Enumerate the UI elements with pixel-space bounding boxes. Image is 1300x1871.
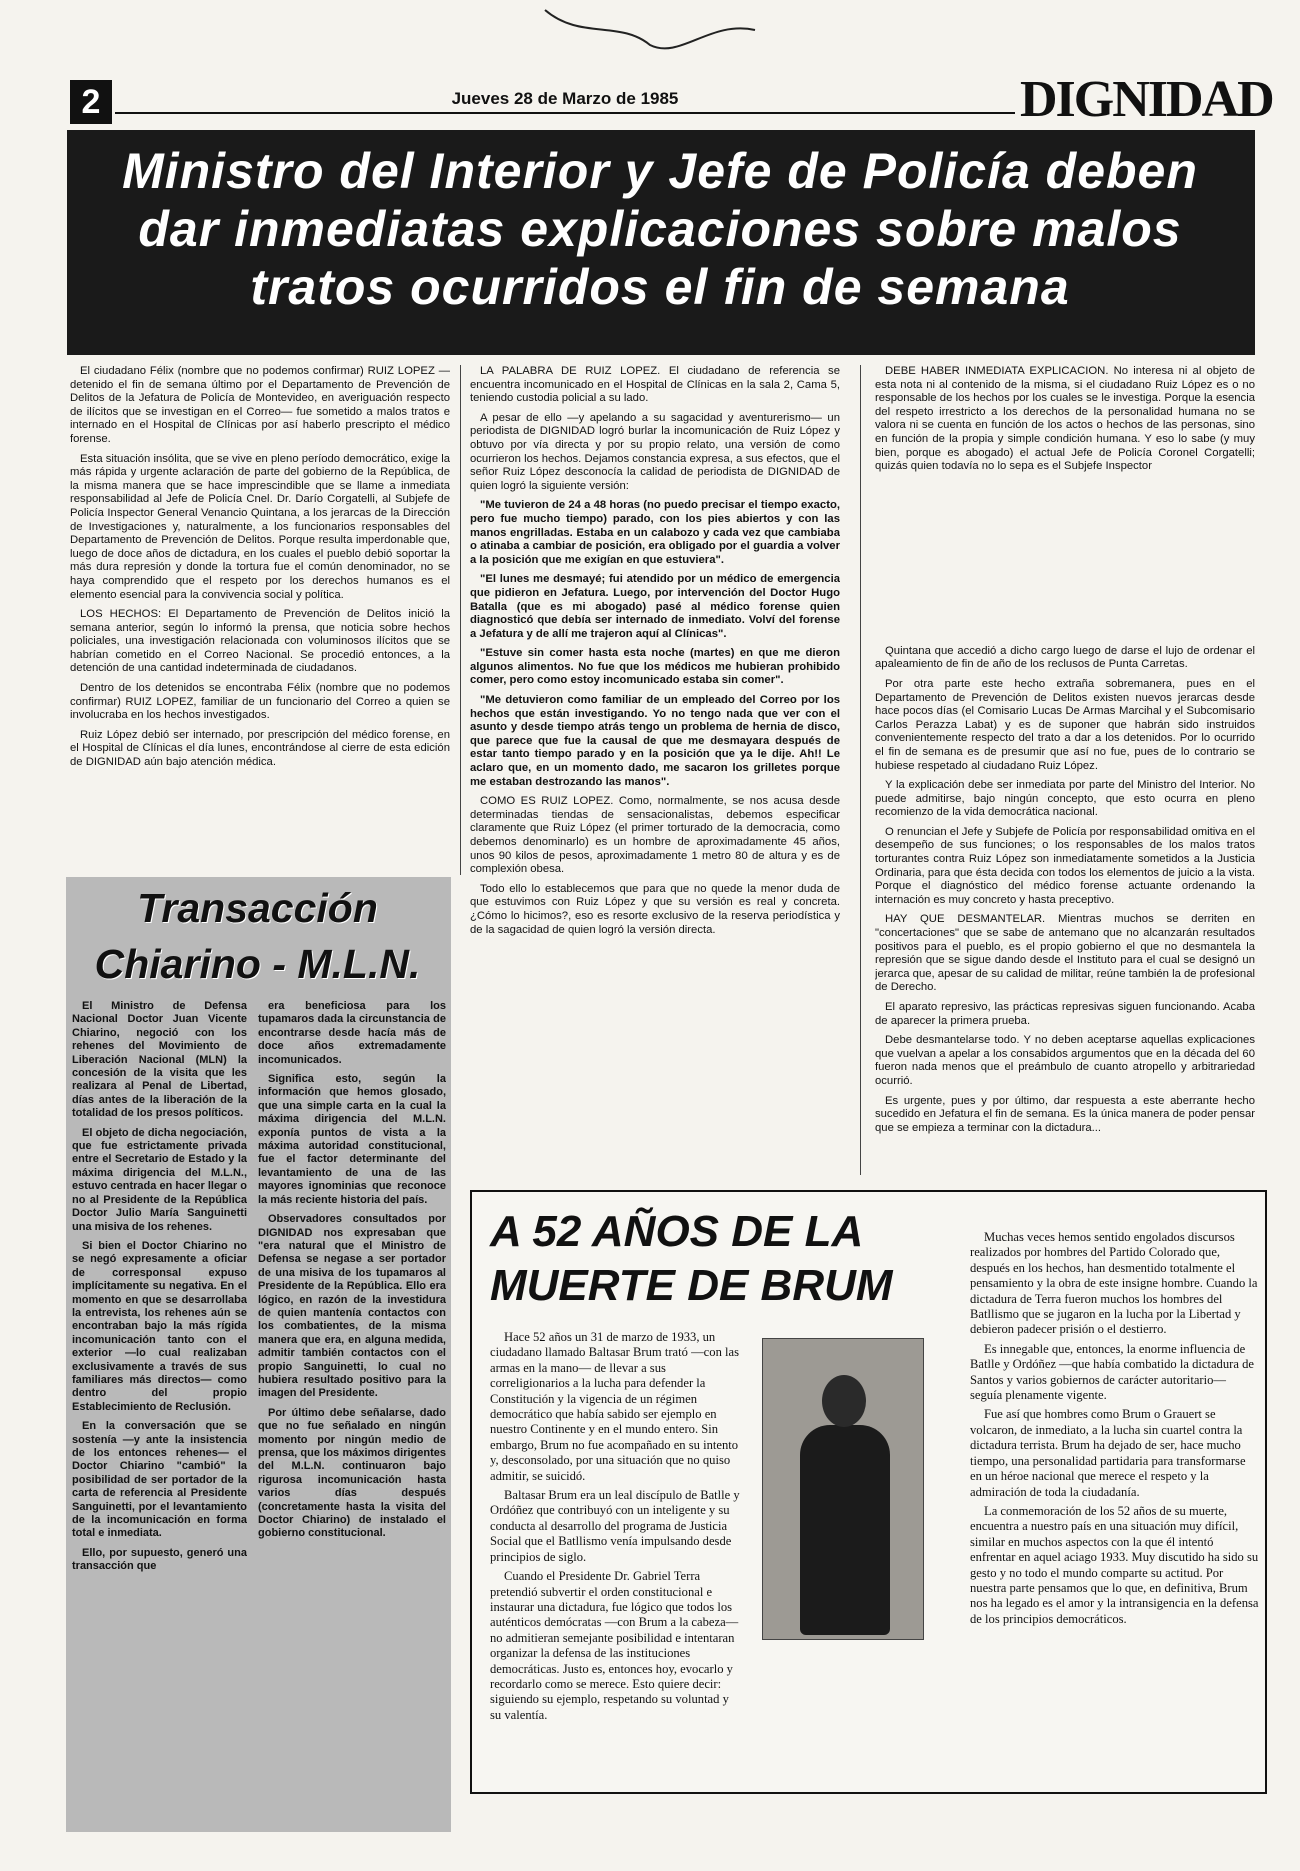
article-paragraph: Muchas veces hemos sentido engolados discursos realizados por hombres del Partido Colorado que, después en los hechos, han desmentido totalmente el pensamiento y la obra de este insigne hombre. Cuando la dictadura de Terra fueron muchos los hombres del Batllismo que se jugaron en la lucha por la Libertad y debieron padecer prisión o el destierro. — [970, 1230, 1258, 1337]
article-paragraph: Significa esto, según la información que hemos glosado, que una simple carta en la cual la máxima dirigencia del M.L.N. exponía puntos de vista a la máxima autoridad constitucional, fue el factor determinante del levantamiento de una de las mayores ignominias que reconoce la más reciente historia del país. — [258, 1073, 446, 1206]
article-paragraph: Hace 52 años un 31 de marzo de 1933, un ciudadano llamado Baltasar Brum trató —con las armas en la mano— de llevar a sus correligionarios a la lucha para defender la Constitución y la vigencia de un régimen democrático que había sabido ser ejemplo en nuestro Continente y en el mundo entero. Sin embargo, Brum no fue acompañado en su intento y, desconsolado, por una situación que no quiso admitir, se suicidó. — [490, 1330, 740, 1483]
transaccion-column-2 — [258, 1000, 446, 1830]
column-spacer — [875, 480, 1255, 645]
article-paragraph: Y la explicación debe ser inmediata por parte del Ministro del Interior. No puede admitirse, bajo ningún concepto, que esto ocurra en pleno recomienzo de la vida democrática nacional. — [875, 779, 1255, 819]
article-column-1 — [70, 365, 450, 875]
article-paragraph: COMO ES RUIZ LOPEZ. Como, normalmente, se nos acusa desde determinadas tiendas de sensacionalistas, debemos especificar claramente que Ruiz López (el primer torturado de la democracia, como debemos denominarlo) es un hombre de aproximadamente 45 años, unos 90 kilos de pesos, aproximadamente 1 metro 80 de altura y es de complexión obesa. — [470, 795, 840, 876]
article-paragraph: El Ministro de Defensa Nacional Doctor Juan Vicente Chiarino, negoció con los rehenes del Movimiento de Liberación Nacional (MLN) la concesión de la visita que les realizara al Penal de Libertad, días antes de la liberación de la totalidad de los presos políticos. — [72, 1000, 247, 1120]
article-paragraph: El ciudadano Félix (nombre que no podemos confirmar) RUIZ LOPEZ —detenido el fin de semana último por el Departamento de Prevención de Delitos de la Jefatura de Policía de Montevideo, en averiguación respecto de ilícitos que se investigan en el Correo— fue sometido a malos tratos e internado en el Hospital de Clínicas por así haberlo prescripto el médico forense. — [70, 365, 450, 445]
brum-headline: A 52 AÑOS DE LA MUERTE DE BRUM — [490, 1207, 893, 1310]
article-paragraph: Cuando el Presidente Dr. Gabriel Terra pretendió subvertir el orden constitucional e instaurar una dictadura, fue lógico que todos los auténticos demócratas —con Brum a la cabeza— no admitieran semejante posibilidad e intentaran organizar la defensa de las instituciones democráticas. Justo es, entonces hoy, evocarlo y recordarlo como se merece. Esto quiere decir: siguiendo su ejemplo, respetando su voluntad y su valentía. — [490, 1569, 739, 1722]
article-paragraph: Debe desmantelarse todo. Y no deben aceptarse aquellas explicaciones que vuelvan a apelar a los consabidos argumentos que en la década del 60 fueron nada menos que el preámbulo de cuanto atropello y arbitrariedad ocurrió. — [875, 1034, 1255, 1087]
quote-paragraph: "El lunes me desmayé; fui atendido por un médico de emergencia que pidieron en Jefatura. Luego, por intervención del Doctor Hugo Batalla (que es mi abogado) pasé al médico forense quien diagnosticó que debía ser internado de inmediato. Volví del forense a Jefatura y de allí me trajeron aquí al Clínicas". — [470, 573, 840, 640]
article-paragraph: HAY QUE DESMANTELAR. Mientras muchos se derriten en "concertaciones" que se sabe de antemano que no alcanzarán resultados positivos para el pueblo, es el propio gobierno el que no desmantela la represión que se sigue dando desde el Instituto para el cual se designó un jerarca que, apesar de su calidad de militar, reúne también la de profesional de Derecho. — [875, 913, 1255, 994]
transaccion-column-1 — [72, 1000, 247, 1830]
article-paragraph: LA PALABRA DE RUIZ LOPEZ. El ciudadano de referencia se encuentra incomunicado en el Hospital de Clínicas en la sala 2, Cama 5, teniendo custodia policial a su lado. — [470, 365, 840, 405]
article-paragraph: Si bien el Doctor Chiarino no se negó expresamente a oficiar de corresponsal expuso implícitamente su negativa. En el momento en que se desarrollaba la entrevista, los rehenes aún se encontraban bajo la más rígida incomunicación tanto con el exterior —lo cual realizaban exclusivamente a través de sus familiares más directos— como dentro del propio Establecimiento de Reclusión. — [72, 1239, 247, 1413]
article-paragraph: LOS HECHOS: El Departamento de Prevención de Delitos inició la semana anterior, según lo informó la prensa, que noticia sobre hechos policiales, una investigación relacionada con voluminosos ilícitos que se habrían cometido en el Correo Nacional. Se procedió entonces, a la detención de una cantidad indeterminada de ciudadanos. — [70, 608, 450, 675]
article-paragraph: Es innegable que, entonces, la enorme influencia de Batlle y Ordóñez —que había combatido la dictadura de Santos y varios gobiernos de carácter autoritario— seguía plenamente vigente. — [970, 1341, 1254, 1403]
article-paragraph: Ruiz López debió ser internado, por prescripción del médico forense, en el Hospital de Clínicas el día lunes, encontrándose al cierre de esta edición de DIGNIDAD aún bajo atención médica. — [70, 728, 450, 769]
transaccion-title-line2: Chiarino - M.L.N. — [94, 941, 421, 987]
quote-paragraph: "Me detuvieron como familiar de un empleado del Correo por los hechos que están investigando. Yo no tengo nada que ver con el asunto y desde tiempo atrás tengo un problema de hernia de disco, que parece que fue la causal de que me desmayara después de estar tanto tiempo parado y en la posición que ya le dije. Ah!! Le aclaro que, en un momento dado, me sacaron los grilletes porque me estaban destrozando las manos". — [470, 694, 840, 788]
article-paragraph: Por otra parte este hecho extraña sobremanera, pues en el Departamento de Prevención de Delitos existen nuevos jerarcas desde hace pocos días (el Comisario Lucas De Armas Marcihal y el Subcomisario Carlos Perazza Labat) y es de suponer que habrán sido instruidos convenientemente respecto del trato a dar a los detenidos. Por lo ocurrido el fin de semana es de presumir que así no fue, pues de lo contrario se hubiese respetado al ciudadano Ruiz López. — [875, 677, 1255, 772]
main-headline: Ministro del Interior y Jefe de Policía deben dar inmediatas explicaciones sobre malos tratos ocurridos el fin de semana — [122, 143, 1198, 315]
transaccion-title-line1: Transacción — [137, 885, 378, 931]
brum-column-2 — [970, 1230, 1260, 1790]
column-rule — [860, 365, 861, 1175]
article-paragraph: El aparato represivo, las prácticas represivas siguen funcionando. Acaba de aparecer la primera prueba. — [875, 1001, 1255, 1027]
article-paragraph: En la conversación que se sostenía —y ante la insistencia de los entonces rehenes— el Doctor Chiarino "cambió" la posibilidad de ser portador de la carta de referencia al Presidente Sanguinetti, por el levantamiento de la incomunicación en forma total e inmediata. — [72, 1420, 247, 1540]
transaccion-title — [70, 880, 445, 1000]
article-paragraph: El objeto de dicha negociación, que fue estrictamente privada entre el Secretario de Estado y la máxima dirigencia del M.L.N., estuvo centrada en hacer llegar o no al Presidente de la República Doctor Julio María Sanguinetti una misiva de los rehenes. — [72, 1126, 247, 1233]
quote-paragraph: "Estuve sin comer hasta esta noche (martes) en que me dieron algunos alimentos. No fue que los médicos me hubieran prohibido comer, pero como estoy incomunicado estaba sin comer". — [470, 647, 840, 687]
quote-paragraph: "Me tuvieron de 24 a 48 horas (no puedo precisar el tiempo exacto, pero fue mucho tiempo) parado, con los pies abiertos y con las manos engrilladas. Estaba en un calabozo y cada vez que cambiaba o atinaba a cambiar de posición, era obligado por el guardia a volver a la posición que me exigían en que estuviera". — [470, 499, 840, 566]
article-paragraph: Quintana que accedió a dicho cargo luego de darse el lujo de ordenar el apaleamiento de fin de año de los reclusos de Punta Carretas. — [875, 644, 1255, 671]
article-column-3 — [875, 365, 1255, 1175]
newspaper-masthead: DIGNIDAD — [1020, 71, 1273, 128]
portrait-figure-body — [800, 1425, 890, 1635]
article-column-2 — [470, 365, 840, 1145]
column-rule — [460, 365, 461, 875]
article-paragraph: Esta situación insólita, que se vive en pleno período democrático, exige la más rápida y urgente aclaración de parte del gobierno de la República, de la misma manera que se hace imprescindible que se llame a inmediata responsabilidad al Jefe de Policía Cnel. Dr. Darío Corgatelli, al Subjefe de Policía Inspector General Venancio Quintana, a los jerarcas de la Dirección de Investigaciones y, naturalmente, a los funcionarios responsables del Departamento de Prevención de Delitos. Porque resulta imperdonable que, luego de doce años de dictadura, en los cuales el pueblo debió soportar la más dura represión y donde la tortura fue el común denominador, no se haya comprendido que el respeto por los derechos humanos es el elemento esencial para la convivencia social y política. — [70, 452, 450, 601]
article-paragraph: La conmemoración de los 52 años de su muerte, encuentra a nuestro país en una situación muy difícil, similar en muchos aspectos con la que él intentó enfrentar en aquel aciago 1933. Muy discutido ha sido su gesto y no todo el mundo comparte su actitud. Por nuestra parte pensamos que lo que, en definitiva, Brum nos ha legado es el amor y la intransigencia en la defensa de los principios democráticos. — [970, 1503, 1259, 1626]
article-paragraph: Fue así que hombres como Brum o Grauert se volcaron, de inmediato, a la lucha sin cuartel contra la dictadura terrista. Brum ha dejado de ser, hace mucho tiempo, una personalidad partidaria para transformarse en un héroe nacional que merece el respeto y la admiración de toda la ciudadanía. — [970, 1407, 1246, 1499]
brum-column-1 — [490, 1330, 740, 1770]
article-paragraph: Por último debe señalarse, dado que no fue señalado en ningún momento por ningún medio de prensa, que los máximos dirigentes del M.L.N. continuaron bajo rigurosa incomunicación hasta varios días después (concretamente hasta la visita del Doctor Chiarino) de instalado el gobierno constitucional. — [258, 1406, 446, 1540]
issue-date: Jueves 28 de Marzo de 1985 — [115, 86, 1015, 114]
article-paragraph: Dentro de los detenidos se encontraba Félix (nombre que no podemos confirmar) RUIZ LOPEZ, familiar de un funcionario del Correo a quien se involucraba en los hechos investigados. — [70, 682, 450, 722]
article-paragraph: A pesar de ello —y apelando a su sagacidad y aventurerismo— un periodista de DIGNIDAD logró burlar la incomunicación de Ruiz López y obtuvo por vía directa y por su propio relato, una versión de como ocurrieron los hechos. Dejamos constancia expresa, a sus efectos, que el señor Ruiz López desconocía la calidad de periodista de DIGNIDAD de quien logró la siguiente versión: — [470, 411, 840, 492]
page-number: 2 — [70, 80, 112, 124]
article-paragraph: Observadores consultados por DIGNIDAD nos expresaban que "era natural que el Ministro de Defensa se negase a ser portador de una misiva de los tupamaros al Presidente de la República. Ello era lógico, en razón de la investidura de quien mantenía contactos con los combatientes, de la misma manera que era, en alguna medida, admitir también contactos con el propio Sanguinetti, lo cual no hubiera resultado positivo para la imagen del Presidente. — [258, 1213, 446, 1400]
article-paragraph: DEBE HABER INMEDIATA EXPLICACION. No interesa ni al objeto de esta nota ni al contenido de la misma, si el ciudadano Ruiz López es o no responsable de los hechos por los cuales se le investiga. Porque la esencia del respeto irrestricto a los derechos de la personalidad humana no se valora ni se cuenta en función de los actos o hechos de las personas, sino en función de la propia y simple condición humana. Y eso lo sabe (y muy bien, porque es abogado) el actual Jefe de Policía Coronel Corgatelli; quizás quien todavía no lo sepa es el Subjefe Inspector — [875, 365, 1255, 473]
portrait-figure-head — [822, 1375, 866, 1427]
paper-scratch-mark — [540, 0, 760, 60]
article-paragraph: Todo ello lo establecemos que para que no quede la menor duda de que estuvimos con Ruiz López y que su versión es real y concreta. ¿Cómo lo hicimos?, eso es resorte exclusivo de la reserva periodística y de la sagacidad de quien logró la versión directa. — [470, 882, 840, 936]
article-paragraph: Baltasar Brum era un leal discípulo de Batlle y Ordóñez que contribuyó con un inteligente y su conducta al desarrollo del programa de Justicia Social que el Batllismo venía impulsando desde principios de siglo. — [490, 1488, 740, 1564]
article-paragraph: era beneficiosa para los tupamaros dada la circunstancia de encontrarse desde hacía más de doce años extremadamente incomunicados. — [258, 1000, 446, 1066]
article-paragraph: O renuncian el Jefe y Subjefe de Policía por responsabilidad omitiva en el desempeño de sus funciones; o los responsables de los malos tratos torturantes contra Ruiz López son inmediatamente sometidos a la Justicia Ordinaria, para que ésta decida con todos los elementos de juicio a la vista. Porque el diagnóstico del médico forense actuante ordenando la internación es muy concreto y hasta preceptivo. — [875, 825, 1255, 906]
article-paragraph: Es urgente, pues y por último, dar respuesta a este aberrante hecho sucedido en Jefatura el fin de semana. Es la única manera de poder pensar que se empieza a terminar con la dictadura... — [875, 1094, 1255, 1134]
article-paragraph: Ello, por supuesto, generó una transacción que — [72, 1546, 247, 1573]
